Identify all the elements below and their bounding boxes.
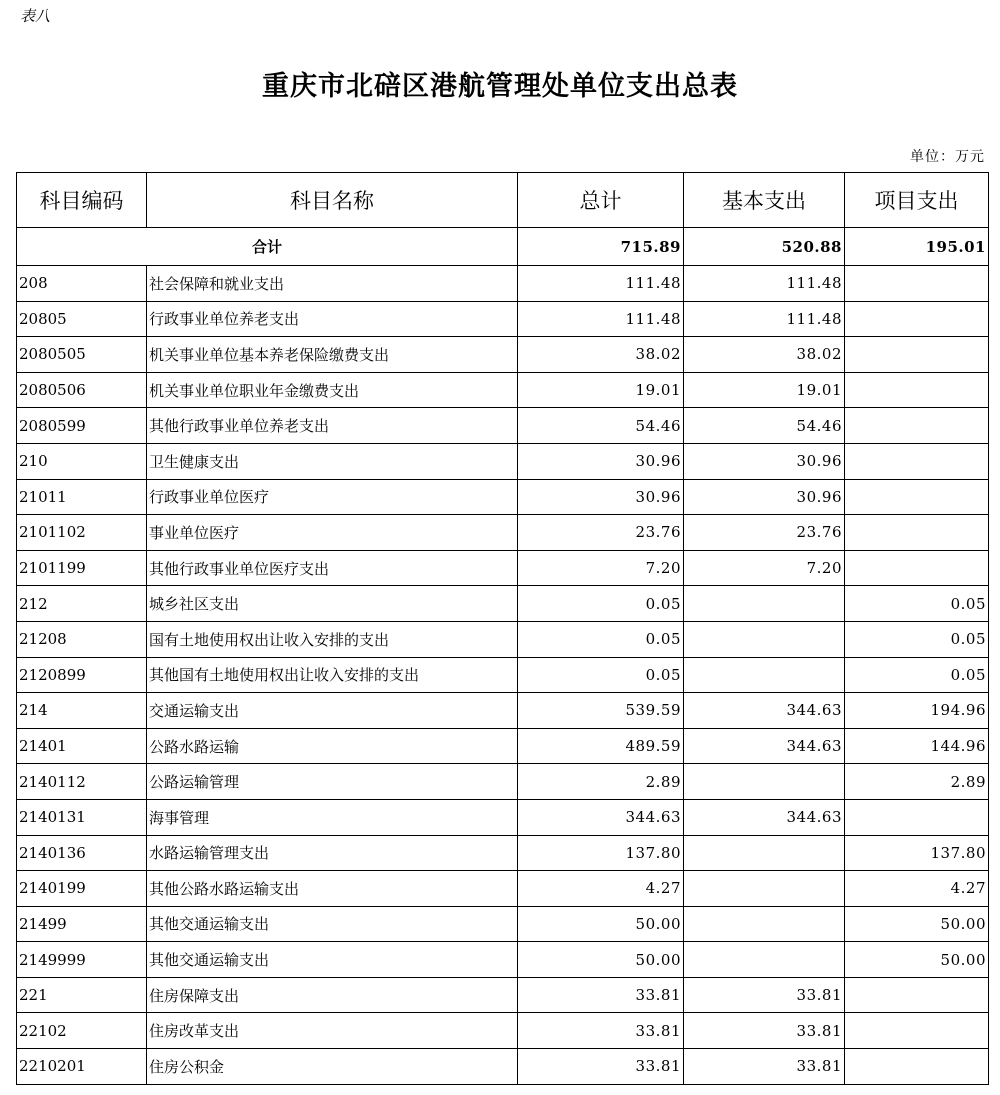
cell-code: 2120899 — [17, 657, 147, 693]
cell-basic: 33.81 — [684, 1013, 845, 1049]
table-row — [17, 372, 989, 408]
cell-project — [845, 550, 989, 586]
cell-basic — [684, 657, 845, 693]
cell-project: 2.89 — [845, 764, 989, 800]
cell-name: 国有土地使用权出让收入安排的支出 — [147, 621, 518, 657]
cell-name: 交通运输支出 — [147, 693, 518, 729]
table-row — [17, 337, 989, 373]
cell-name: 公路运输管理 — [147, 764, 518, 800]
cell-total: 4.27 — [518, 871, 684, 907]
cell-code: 2140199 — [17, 871, 147, 907]
cell-total: 137.80 — [518, 835, 684, 871]
cell-total: 33.81 — [518, 977, 684, 1013]
cell-code: 210 — [17, 443, 147, 479]
cell-code: 2101102 — [17, 515, 147, 551]
cell-code: 21208 — [17, 621, 147, 657]
cell-total: 111.48 — [518, 266, 684, 302]
cell-project: 0.05 — [845, 586, 989, 622]
cell-basic: 33.81 — [684, 1049, 845, 1085]
cell-name: 其他交通运输支出 — [147, 942, 518, 978]
cell-code: 208 — [17, 266, 147, 302]
table-row — [17, 1049, 989, 1085]
total-project: 195.01 — [845, 228, 989, 266]
cell-project — [845, 515, 989, 551]
cell-basic — [684, 942, 845, 978]
table-row — [17, 977, 989, 1013]
cell-code: 2080505 — [17, 337, 147, 373]
header-code: 科目编码 — [17, 173, 147, 228]
cell-name: 其他行政事业单位养老支出 — [147, 408, 518, 444]
cell-name: 机关事业单位基本养老保险缴费支出 — [147, 337, 518, 373]
cell-code: 2080599 — [17, 408, 147, 444]
table-row — [17, 871, 989, 907]
table-row — [17, 1013, 989, 1049]
table-row — [17, 301, 989, 337]
cell-code: 221 — [17, 977, 147, 1013]
cell-total: 539.59 — [518, 693, 684, 729]
cell-basic: 23.76 — [684, 515, 845, 551]
table-number-label: 表八 — [20, 7, 51, 25]
total-basic: 520.88 — [684, 228, 845, 266]
cell-code: 2149999 — [17, 942, 147, 978]
table-row — [17, 728, 989, 764]
cell-basic: 33.81 — [684, 977, 845, 1013]
cell-project — [845, 479, 989, 515]
cell-code: 21499 — [17, 906, 147, 942]
cell-basic — [684, 906, 845, 942]
table-row — [17, 764, 989, 800]
total-row — [17, 228, 989, 266]
cell-code: 21011 — [17, 479, 147, 515]
cell-code: 2140136 — [17, 835, 147, 871]
cell-basic: 30.96 — [684, 443, 845, 479]
cell-name: 住房改革支出 — [147, 1013, 518, 1049]
cell-basic: 344.63 — [684, 693, 845, 729]
cell-project — [845, 977, 989, 1013]
cell-project — [845, 372, 989, 408]
cell-code: 212 — [17, 586, 147, 622]
table-row — [17, 693, 989, 729]
table-row — [17, 942, 989, 978]
cell-code: 2140131 — [17, 799, 147, 835]
cell-project: 144.96 — [845, 728, 989, 764]
header-basic: 基本支出 — [684, 173, 845, 228]
cell-name: 其他国有土地使用权出让收入安排的支出 — [147, 657, 518, 693]
header-project: 项目支出 — [845, 173, 989, 228]
cell-total: 2.89 — [518, 764, 684, 800]
cell-name: 机关事业单位职业年金缴费支出 — [147, 372, 518, 408]
cell-basic: 344.63 — [684, 728, 845, 764]
cell-name: 其他交通运输支出 — [147, 906, 518, 942]
cell-basic: 19.01 — [684, 372, 845, 408]
table-row — [17, 266, 989, 302]
cell-code: 20805 — [17, 301, 147, 337]
cell-code: 2101199 — [17, 550, 147, 586]
cell-project: 50.00 — [845, 942, 989, 978]
cell-basic: 7.20 — [684, 550, 845, 586]
cell-total: 38.02 — [518, 337, 684, 373]
cell-code: 2210201 — [17, 1049, 147, 1085]
cell-project: 50.00 — [845, 906, 989, 942]
expense-table — [16, 172, 989, 1085]
cell-project: 194.96 — [845, 693, 989, 729]
cell-project — [845, 337, 989, 373]
header-row — [17, 173, 989, 228]
cell-basic: 54.46 — [684, 408, 845, 444]
cell-name: 其他行政事业单位医疗支出 — [147, 550, 518, 586]
cell-total: 33.81 — [518, 1013, 684, 1049]
cell-name: 海事管理 — [147, 799, 518, 835]
cell-total: 0.05 — [518, 657, 684, 693]
table-row — [17, 657, 989, 693]
total-label: 合计 — [17, 228, 518, 266]
cell-name: 其他公路水路运输支出 — [147, 871, 518, 907]
cell-total: 19.01 — [518, 372, 684, 408]
total-sum: 715.89 — [518, 228, 684, 266]
cell-total: 489.59 — [518, 728, 684, 764]
table-row — [17, 408, 989, 444]
cell-name: 行政事业单位医疗 — [147, 479, 518, 515]
cell-total: 0.05 — [518, 586, 684, 622]
cell-total: 7.20 — [518, 550, 684, 586]
table-row — [17, 443, 989, 479]
cell-code: 2080506 — [17, 372, 147, 408]
page-title: 重庆市北碚区港航管理处单位支出总表 — [262, 71, 738, 102]
cell-project: 0.05 — [845, 621, 989, 657]
cell-name: 事业单位医疗 — [147, 515, 518, 551]
table-row — [17, 550, 989, 586]
cell-project — [845, 301, 989, 337]
cell-total: 30.96 — [518, 479, 684, 515]
header-name: 科目名称 — [147, 173, 518, 228]
cell-total: 50.00 — [518, 942, 684, 978]
cell-basic: 344.63 — [684, 799, 845, 835]
cell-basic: 30.96 — [684, 479, 845, 515]
unit-note: 单位：万元 — [910, 149, 985, 165]
cell-basic: 111.48 — [684, 266, 845, 302]
cell-total: 54.46 — [518, 408, 684, 444]
cell-code: 214 — [17, 693, 147, 729]
table-row — [17, 835, 989, 871]
cell-project — [845, 799, 989, 835]
table-row — [17, 906, 989, 942]
cell-basic: 38.02 — [684, 337, 845, 373]
cell-project — [845, 443, 989, 479]
cell-name: 城乡社区支出 — [147, 586, 518, 622]
cell-total: 0.05 — [518, 621, 684, 657]
cell-basic — [684, 764, 845, 800]
table-row — [17, 479, 989, 515]
cell-total: 111.48 — [518, 301, 684, 337]
cell-basic: 111.48 — [684, 301, 845, 337]
table-row — [17, 799, 989, 835]
cell-total: 50.00 — [518, 906, 684, 942]
cell-code: 2140112 — [17, 764, 147, 800]
cell-name: 公路水路运输 — [147, 728, 518, 764]
cell-basic — [684, 621, 845, 657]
header-total: 总计 — [518, 173, 684, 228]
cell-project — [845, 266, 989, 302]
cell-name: 行政事业单位养老支出 — [147, 301, 518, 337]
cell-name: 水路运输管理支出 — [147, 835, 518, 871]
cell-name: 社会保障和就业支出 — [147, 266, 518, 302]
cell-project — [845, 1049, 989, 1085]
cell-total: 30.96 — [518, 443, 684, 479]
cell-code: 21401 — [17, 728, 147, 764]
cell-name: 住房公积金 — [147, 1049, 518, 1085]
table-row — [17, 586, 989, 622]
cell-code: 22102 — [17, 1013, 147, 1049]
cell-total: 33.81 — [518, 1049, 684, 1085]
cell-project: 137.80 — [845, 835, 989, 871]
cell-project: 4.27 — [845, 871, 989, 907]
table-row — [17, 515, 989, 551]
cell-total: 344.63 — [518, 799, 684, 835]
cell-basic — [684, 871, 845, 907]
cell-basic — [684, 835, 845, 871]
cell-total: 23.76 — [518, 515, 684, 551]
cell-basic — [684, 586, 845, 622]
table-row — [17, 621, 989, 657]
cell-name: 卫生健康支出 — [147, 443, 518, 479]
cell-project: 0.05 — [845, 657, 989, 693]
cell-project — [845, 408, 989, 444]
cell-project — [845, 1013, 989, 1049]
cell-name: 住房保障支出 — [147, 977, 518, 1013]
